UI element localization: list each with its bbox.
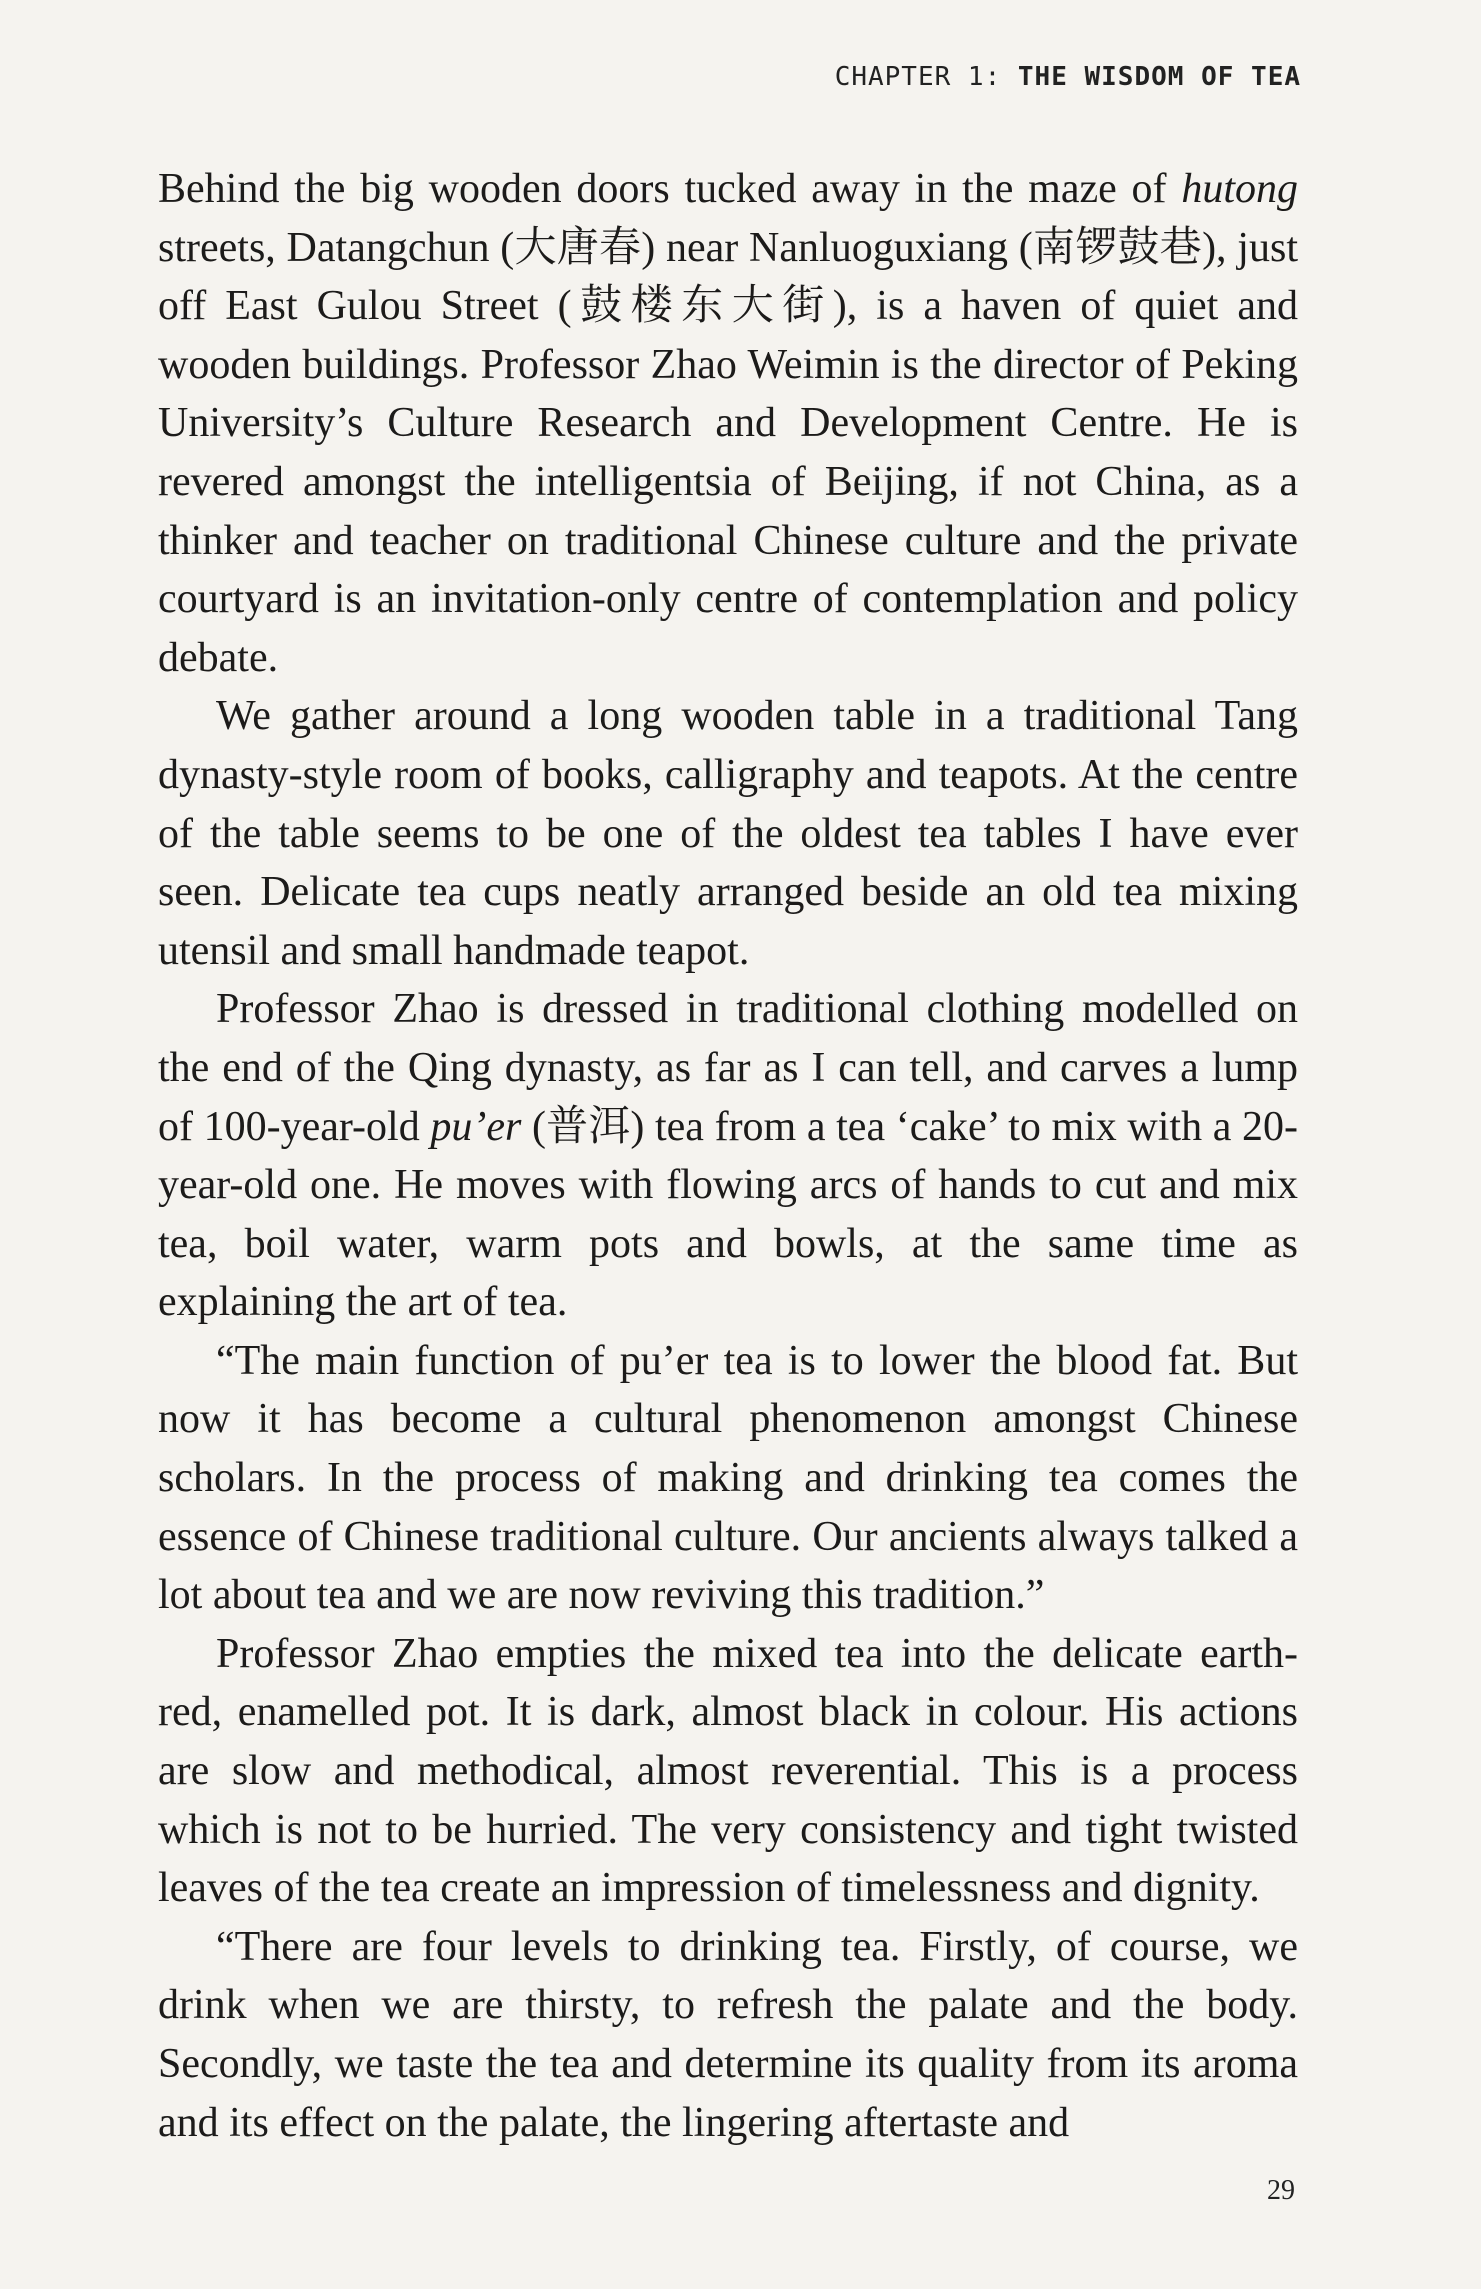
text-run: (普洱) tea from a tea ‘cake’ to mix with a 20-year-old one. He moves with flowing arcs of hands to cut and mix tea, boil water, warm pots and bowls, at the same time as explaining the art of tea. — [158, 1103, 1299, 1326]
running-header — [835, 62, 1301, 92]
paragraph-1 — [158, 160, 1298, 687]
chapter-title: THE WISDOM OF TEA — [1017, 62, 1301, 92]
paragraph-2 — [158, 687, 1298, 980]
text-run: “The main function of pu’er tea is to lower the blood fat. But now it has become a cultural phenomenon amongst Chinese scholars. In the process of making and drinking tea comes the essence of Chinese traditional culture. Our ancients always talked a lot about tea and we are now reviving this tradition.” — [158, 1337, 1298, 1619]
text-run: We gather around a long wooden table in a traditional Tang dynasty-style room of books, calligraphy and teapots. At the centre of the table seems to be one of the oldest tea tables I have ever seen. Delicate tea cups neatly arranged beside an old tea mixing utensil and small handmade teapot. — [158, 693, 1298, 974]
body-text — [158, 160, 1298, 2152]
paragraph-3 — [158, 980, 1298, 1332]
italic-term: pu’er — [430, 1103, 522, 1150]
paragraph-4 — [158, 1332, 1298, 1625]
text-run: Professor Zhao is dressed in traditional clothing modelled on the end of the Qing dynasty, as far as I can tell, and carves a lump of 100-year-old — [158, 986, 1298, 1150]
paragraph-6 — [158, 1918, 1298, 2152]
page-number: 29 — [1267, 2175, 1295, 2206]
italic-term: hutong — [1181, 166, 1298, 212]
chapter-label: CHAPTER 1 — [834, 62, 985, 92]
text-run: streets, Datangchun (大唐春) near Nanluoguxiang (南锣鼓巷), just off East Gulou Street (鼓楼东大街), is a haven of quiet and wooden buildings. Professor Zhao Weimin is the director of Peking University’s Culture Research and Development Centre. He is revered amongst the intelligentsia of Beijing, if not China, as a thinker and teacher on traditional Chinese culture and the private courtyard is an invitation-only centre of contemplation and policy debate. — [158, 224, 1298, 681]
text-run: Behind the big wooden doors tucked away in the maze of — [158, 166, 1182, 212]
text-run: Professor Zhao empties the mixed tea into the delicate earth-red, enamelled pot. It is dark, almost black in colour. His actions are slow and methodical, almost reverential. This is a process which is not to be hurried. The very consistency and tight twisted leaves of the tea create an impression of timelessness and dignity. — [158, 1630, 1298, 1912]
header-separator: : — [984, 62, 1002, 92]
paragraph-5 — [158, 1625, 1298, 1918]
text-run: “There are four levels to drinking tea. Firstly, of course, we drink when we are thirsty, to refresh the palate and the body. Secondly, we taste the tea and determine its quality from its aroma and its effect on the palate, the lingering aftertaste and — [158, 1923, 1298, 2146]
